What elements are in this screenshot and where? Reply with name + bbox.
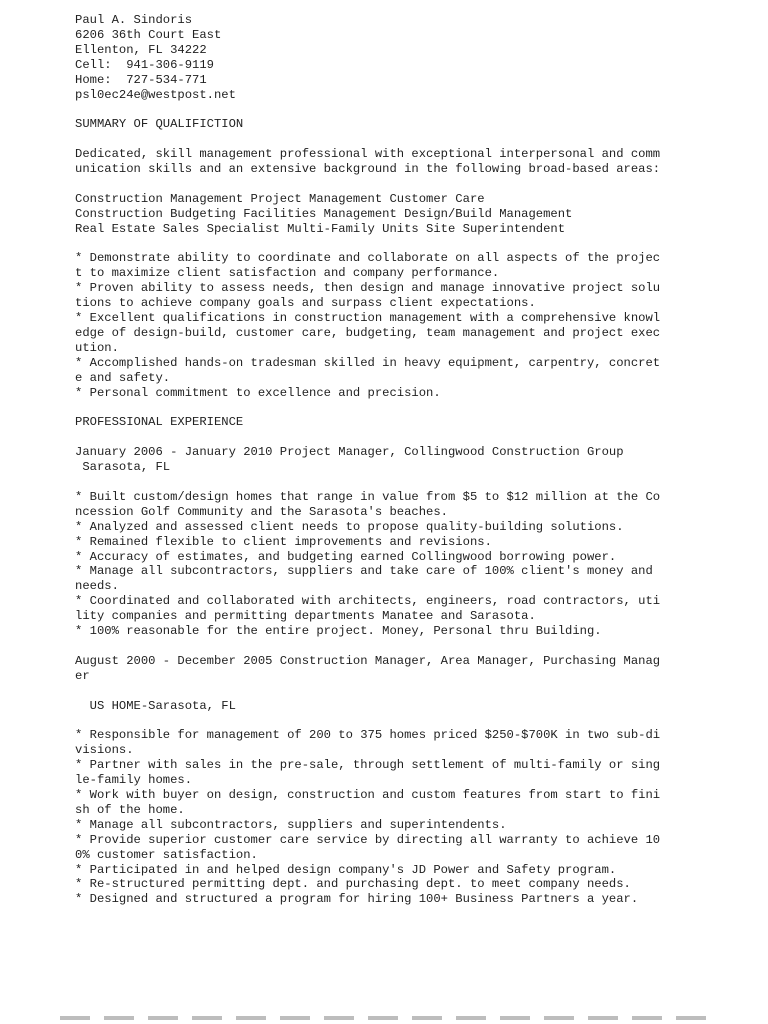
job-bullet-line: ncession Golf Community and the Sarasota's beaches. [75,504,448,519]
contact-email: psl0ec24e@westpost.net [75,87,236,102]
job-bullet-line: * Provide superior customer care service by directing all warranty to achieve 10 [75,832,661,847]
contact-home: Home: 727-534-771 [75,72,207,87]
job-bullet-line: * Work with buyer on design, construction and custom features from start to fini [75,787,661,802]
summary-bullet-line: ution. [75,340,119,355]
summary-bullet-line: * Demonstrate ability to coordinate and collaborate on all aspects of the projec [75,251,661,266]
spacer [75,430,755,445]
job-bullet-line: lity companies and permitting departments Manatee and Sarasota. [75,609,536,624]
summary-bullet-line: * Accomplished hands-on tradesman skilled in heavy equipment, carpentry, concret [75,355,661,370]
job-1 [75,445,755,639]
summary-intro-line: Dedicated, skill management professional with exceptional interpersonal and comm [75,147,661,162]
job-bullet-line: * Analyzed and assessed client needs to propose quality-building solutions. [75,519,624,534]
job-bullet-line: 0% customer satisfaction. [75,847,258,862]
summary-bullet-line: * Excellent qualifications in construction management with a comprehensive knowl [75,311,661,326]
job-bullet-line: * Participated in and helped design company's JD Power and Safety program. [75,862,617,877]
job-bullet-line: * Re-structured permitting dept. and purchasing dept. to meet company needs. [75,877,631,892]
summary-area-line: Construction Budgeting Facilities Management Design/Build Management [75,206,573,221]
job-bullet-line: * Partner with sales in the pre-sale, through settlement of multi-family or sing [75,758,661,773]
resume-document [75,13,755,907]
job-2 [75,654,755,907]
summary-bullets [75,251,755,400]
summary-bullet-line: * Proven ability to assess needs, then design and manage innovative project solu [75,281,661,296]
contact-cell: Cell: 941-306-9119 [75,57,214,72]
job-bullet-line: * Responsible for management of 200 to 375 homes priced $250-$700K in two sub-di [75,728,661,743]
spacer [75,475,755,490]
summary-area-line: Real Estate Sales Specialist Multi-Family Units Site Superintendent [75,221,566,236]
spacer [75,237,755,252]
job-location: US HOME-Sarasota, FL [75,698,236,713]
summary-heading: SUMMARY OF QUALIFICTION [75,117,244,132]
spacer [75,177,755,192]
job-bullet-line: * Accuracy of estimates, and budgeting earned Collingwood borrowing power. [75,549,617,564]
summary-intro [75,147,755,177]
job-bullet-line: * Coordinated and collaborated with architects, engineers, road contractors, uti [75,594,661,609]
summary-bullet-line: tions to achieve company goals and surpass client expectations. [75,296,536,311]
job-bullet-line: le-family homes. [75,773,193,788]
spacer [75,713,755,728]
job-bullet-line: * Manage all subcontractors, suppliers and take care of 100% client's money and [75,564,653,579]
contact-address-line2: Ellenton, FL 34222 [75,42,207,57]
spacer [75,102,755,117]
summary-bullet-line: t to maximize client satisfaction and company performance. [75,266,500,281]
summary-area-line: Construction Management Project Management Customer Care [75,191,485,206]
job-title-line: Sarasota, FL [75,460,171,475]
summary-bullet-line: e and safety. [75,370,171,385]
summary-areas [75,192,755,237]
job-title-line: August 2000 - December 2005 Construction Manager, Area Manager, Purchasing Manag [75,653,661,668]
contact-address-line1: 6206 36th Court East [75,27,222,42]
next-page-cutoff-text [60,1016,708,1020]
job-bullet-line: needs. [75,579,119,594]
job-title-line: January 2006 - January 2010 Project Manager, Collingwood Construction Group [75,445,624,460]
job-bullet-line: * 100% reasonable for the entire project. Money, Personal thru Building. [75,624,602,639]
job-bullet-line: * Designed and structured a program for hiring 100+ Business Partners a year. [75,892,639,907]
summary-bullet-line: * Personal commitment to excellence and precision. [75,385,441,400]
spacer [75,132,755,147]
contact-name: Paul A. Sindoris [75,13,193,27]
summary-intro-line: unication skills and an extensive background in the following broad-based areas: [75,162,661,177]
experience-heading: PROFESSIONAL EXPERIENCE [75,415,244,430]
spacer [75,639,755,654]
job-bullet-line: * Built custom/design homes that range in value from $5 to $12 million at the Co [75,489,661,504]
contact-block [75,13,755,102]
job-title-line: er [75,668,90,683]
job-bullet-line: * Remained flexible to client improvements and revisions. [75,534,492,549]
summary-bullet-line: edge of design-build, customer care, budgeting, team management and project exec [75,325,661,340]
spacer [75,401,755,416]
spacer [75,684,755,699]
job-bullet-line: visions. [75,743,134,758]
job-bullet-line: sh of the home. [75,802,185,817]
job-bullet-line: * Manage all subcontractors, suppliers and superintendents. [75,817,507,832]
